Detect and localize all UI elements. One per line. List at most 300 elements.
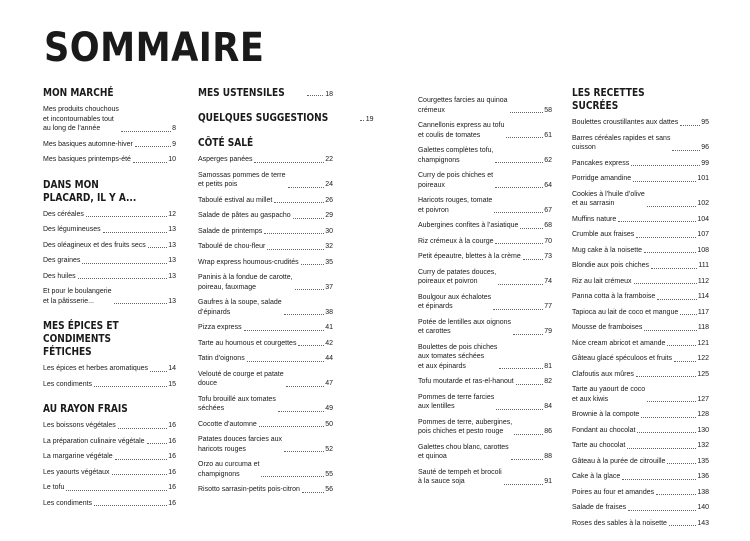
toc-entry[interactable] [572, 174, 709, 187]
dot-leader [514, 434, 543, 435]
entry-page-number: 10 [168, 156, 176, 163]
toc-entry[interactable] [43, 287, 176, 309]
toc-entry[interactable] [418, 343, 552, 375]
section-heading: DANS MON PLACARD, IL Y A... [43, 177, 137, 204]
entry-title: Panna cotta à la framboise [572, 293, 656, 300]
entry-title: Des huiles [43, 272, 76, 280]
entry-page-number: 107 [697, 231, 709, 238]
entry-title: Cocotte d’automne [198, 420, 257, 428]
entry-page-number: 16 [168, 468, 176, 476]
dot-leader [301, 264, 325, 265]
toc-entry[interactable] [198, 196, 333, 209]
dot-leader [94, 505, 167, 506]
toc-entry[interactable] [418, 96, 552, 118]
entry-page-number: 86 [544, 428, 552, 435]
toc-entry[interactable] [572, 134, 709, 156]
toc-entry-list [43, 421, 176, 511]
toc-column-4 [572, 86, 709, 541]
toc-entry[interactable] [572, 441, 709, 454]
toc-entry[interactable] [572, 354, 709, 367]
toc-entry[interactable] [572, 410, 709, 423]
entry-title: Velouté de courge et patate douce [198, 370, 284, 387]
entry-title: Galettes chou blanc, carottes et quinoa [418, 443, 509, 460]
dot-leader [103, 232, 168, 233]
entry-page-number: 74 [544, 278, 552, 285]
dot-leader [631, 165, 700, 166]
dot-leader [267, 249, 324, 250]
dot-leader [634, 283, 697, 284]
dot-leader [667, 463, 696, 464]
toc-entry[interactable] [572, 215, 709, 228]
toc-entry[interactable] [572, 159, 709, 172]
entry-title: Le tofu [43, 484, 65, 491]
dot-leader [135, 146, 171, 147]
entry-title: Aubergines confites à l’asiatique [418, 222, 519, 229]
toc-entry[interactable] [198, 395, 333, 417]
toc-entry[interactable] [43, 140, 176, 153]
entry-page-number: 117 [697, 308, 709, 316]
toc-entry-list [572, 118, 709, 531]
entry-page-number: 136 [697, 473, 709, 480]
toc-entry[interactable] [198, 323, 333, 336]
toc-entry[interactable] [198, 370, 333, 392]
toc-entry-list [418, 96, 552, 490]
dot-leader [360, 120, 364, 121]
dot-leader [112, 474, 168, 475]
dot-leader [295, 289, 325, 290]
section-heading-label: QUELQUES SUGGESTIONS [198, 111, 329, 124]
entry-title: Orzo au curcuma et champignons [198, 461, 260, 478]
dot-leader [495, 162, 543, 163]
dot-leader [78, 278, 168, 279]
toc-entry[interactable] [198, 435, 333, 457]
toc-entry[interactable] [418, 196, 552, 218]
toc-entry[interactable] [198, 258, 333, 271]
entry-page-number: 35 [325, 258, 333, 266]
toc-entry[interactable] [572, 261, 709, 274]
toc-entry[interactable] [418, 237, 552, 250]
entry-page-number: 38 [325, 308, 333, 316]
entry-page-number: 49 [325, 405, 333, 412]
toc-entry[interactable] [43, 421, 176, 434]
entry-title: Des oléagineux et des fruits secs [43, 241, 146, 249]
entry-title: Asperges panées [198, 156, 253, 163]
entry-page-number: 81 [544, 362, 552, 370]
toc-entry[interactable] [198, 298, 333, 320]
entry-title: Barres céréales rapides et sans cuisson [572, 134, 671, 151]
entry-page-number: 16 [168, 453, 176, 460]
dot-leader [628, 510, 696, 511]
dot-leader [86, 216, 167, 217]
entry-title: Blondie aux pois chiches [572, 262, 650, 269]
toc-entry-list [198, 155, 333, 498]
toc-entry[interactable] [43, 483, 176, 496]
entry-page-number: 56 [325, 486, 333, 493]
dot-leader [647, 206, 697, 207]
section-heading: AU RAYON FRAIS [43, 402, 128, 415]
toc-entry[interactable] [572, 488, 709, 501]
dot-leader [274, 202, 324, 203]
page-title: SOMMAIRE [44, 25, 265, 71]
toc-entry[interactable] [418, 171, 552, 193]
entry-title: Sauté de tempeh et brocoli à la sauce soja [418, 468, 502, 485]
entry-title: Galettes complètes tofu, champignons [418, 147, 494, 164]
toc-section [43, 402, 176, 511]
toc-entry[interactable] [43, 272, 176, 285]
dot-leader [118, 428, 167, 429]
dot-leader [510, 112, 544, 113]
toc-entry[interactable] [43, 155, 176, 168]
toc-entry[interactable] [418, 377, 552, 390]
entry-title: Roses des sables à la noisette [572, 519, 667, 527]
dot-leader [636, 237, 696, 238]
dot-leader [121, 131, 171, 132]
entry-page-number: 13 [168, 297, 176, 305]
toc-entry[interactable] [572, 308, 709, 321]
entry-page-number: 125 [697, 370, 709, 378]
dot-leader [498, 284, 543, 285]
dot-leader [633, 181, 696, 182]
dot-leader [506, 137, 543, 138]
entry-page-number: 130 [697, 426, 709, 434]
entry-title: Boulettes croustillantes aux dattes [572, 119, 679, 126]
entry-title: Riz crémeux à la courge [418, 237, 494, 245]
toc-entry[interactable] [572, 246, 709, 259]
dot-leader [672, 150, 700, 151]
entry-page-number: 26 [325, 196, 333, 204]
entry-page-number: 122 [697, 355, 709, 362]
toc-entry[interactable] [198, 242, 333, 255]
entry-title: Tofu moutarde et ras-el-hanout [418, 378, 514, 385]
entry-page-number: 15 [168, 380, 176, 388]
dot-leader [286, 386, 325, 387]
entry-title: Samossas pommes de terre et petits pois [198, 171, 286, 188]
entry-page-number: 29 [325, 212, 333, 219]
entry-page-number: 70 [544, 237, 552, 245]
toc-entry[interactable] [572, 519, 709, 532]
toc-entry-list [43, 210, 176, 310]
entry-page-number: 24 [325, 181, 333, 188]
dot-leader [647, 401, 696, 402]
toc-section [43, 86, 176, 168]
entry-title: Porridge amandine [572, 175, 632, 182]
entry-title: Des légumineuses [43, 226, 101, 233]
dot-leader [307, 95, 323, 96]
entry-title: Potée de lentilles aux oignons et carottes [418, 318, 512, 335]
entry-page-number: 30 [325, 227, 333, 235]
section-page-number: 19 [365, 116, 374, 123]
entry-title: Taboulé de chou-fleur [198, 243, 266, 250]
dot-leader [657, 299, 697, 300]
entry-page-number: 13 [168, 241, 176, 249]
entry-title: Cannellonis express au tofu et coulis de tomates [418, 122, 505, 139]
entry-page-number: 44 [325, 355, 333, 362]
toc-entry[interactable] [198, 420, 333, 433]
entry-title: Patates douces farcies aux haricots rouges [198, 436, 283, 453]
toc-entry[interactable] [418, 468, 552, 490]
dot-leader [644, 330, 696, 331]
entry-page-number: 8 [172, 125, 176, 132]
dot-leader [636, 376, 696, 377]
entry-page-number: 108 [697, 246, 709, 254]
toc-entry[interactable] [572, 385, 709, 407]
toc-entry[interactable] [572, 277, 709, 290]
entry-title: Curry de patates douces, poireaux et poivron [418, 268, 497, 285]
toc-entry[interactable] [572, 292, 709, 305]
dot-leader [94, 386, 167, 387]
toc-entry[interactable] [43, 380, 176, 393]
dot-leader [667, 345, 696, 346]
toc-entry[interactable] [198, 273, 333, 295]
entry-title: La margarine végétale [43, 453, 113, 460]
entry-title: Tofu brouillé aux tomates séchées [198, 395, 276, 412]
dot-leader [637, 432, 696, 433]
dot-leader [284, 314, 325, 315]
entry-title: Taboulé estival au millet [198, 196, 273, 204]
toc-entry[interactable] [198, 485, 333, 498]
toc-column-3 [418, 96, 552, 500]
dot-leader [494, 212, 543, 213]
toc-entry[interactable] [43, 437, 176, 450]
dot-leader [499, 368, 543, 369]
dot-leader [298, 345, 324, 346]
toc-entry[interactable] [43, 468, 176, 481]
entry-title: Tarte au chocolat [572, 442, 626, 449]
entry-page-number: 22 [325, 156, 333, 163]
toc-entry[interactable] [198, 339, 333, 352]
toc-entry[interactable] [572, 503, 709, 516]
toc-entry[interactable] [43, 499, 176, 512]
entry-title: Clafoutis aux mûres [572, 370, 634, 378]
toc-entry[interactable] [418, 393, 552, 415]
entry-page-number: 41 [325, 324, 333, 331]
toc-entry[interactable] [572, 230, 709, 243]
toc-entry[interactable] [572, 339, 709, 352]
toc-entry[interactable] [198, 155, 333, 168]
entry-page-number: 16 [168, 484, 176, 491]
entry-page-number: 82 [544, 378, 552, 385]
toc-entry[interactable] [418, 268, 552, 290]
dot-leader [147, 443, 168, 444]
toc-entry[interactable] [572, 457, 709, 470]
entry-title: Pizza express [198, 324, 242, 331]
toc-entry[interactable] [43, 105, 176, 137]
dot-leader [495, 187, 543, 188]
dot-leader [496, 409, 543, 410]
dot-leader [288, 187, 325, 188]
toc-entry[interactable] [572, 323, 709, 336]
dot-leader [618, 221, 696, 222]
toc-entry[interactable] [418, 318, 552, 340]
dot-leader [680, 314, 697, 315]
dot-leader [148, 247, 167, 248]
entry-title: Nice cream abricot et amande [572, 339, 666, 347]
toc-entry[interactable] [198, 460, 333, 482]
section-page-number: 18 [325, 91, 333, 98]
toc-section [418, 96, 552, 490]
toc-entry[interactable] [198, 354, 333, 367]
dot-leader [656, 494, 696, 495]
dot-leader [669, 525, 696, 526]
entry-title: La préparation culinaire végétale [43, 437, 145, 445]
toc-entry[interactable] [198, 211, 333, 224]
entry-title: Poires au four et amandes [572, 488, 655, 496]
entry-title: Fondant au chocolat [572, 426, 636, 434]
entry-title: Pancakes express [572, 159, 630, 167]
dot-leader [495, 243, 543, 244]
section-heading-label: MES USTENSILES [198, 86, 285, 99]
entry-title: Pommes de terre, aubergines, pois chiches et pesto rouge [418, 418, 513, 435]
toc-entry[interactable] [572, 118, 709, 131]
dot-leader [516, 384, 543, 385]
entry-title: Paninis à la fondue de carotte, poireau, fauxmage [198, 274, 293, 291]
dot-leader [674, 361, 696, 362]
entry-page-number: 68 [544, 222, 552, 229]
entry-title: Cookies à l’huile d’olive et au sarrasin [572, 190, 645, 207]
toc-entry[interactable] [572, 370, 709, 383]
toc-column-2 [198, 86, 374, 508]
entry-page-number: 16 [168, 437, 176, 445]
entry-page-number: 138 [697, 488, 709, 496]
entry-title: Salade de pâtes au gaspacho [198, 212, 291, 219]
dot-leader [513, 334, 543, 335]
entry-title: Les boissons végétales [43, 422, 116, 429]
toc-entry[interactable] [418, 443, 552, 465]
entry-title: Mug cake à la noisette [572, 246, 643, 254]
entry-page-number: 16 [168, 499, 176, 507]
section-heading: LES RECETTES SUCRÉES [572, 86, 645, 112]
entry-page-number: 99 [701, 159, 709, 167]
toc-section [198, 86, 333, 101]
dot-leader [150, 371, 167, 372]
dot-leader [302, 492, 324, 493]
toc-entry[interactable] [572, 190, 709, 212]
dot-leader [293, 218, 325, 219]
entry-page-number: 132 [697, 442, 709, 449]
entry-page-number: 101 [697, 175, 709, 182]
section-heading[interactable] [198, 111, 374, 126]
entry-page-number: 84 [544, 403, 552, 410]
toc-section [198, 111, 374, 126]
entry-page-number: 13 [168, 272, 176, 280]
entry-title: Et pour le boulangerie et la pâtisserie... [43, 288, 112, 305]
entry-title: Wrap express houmous-crudités [198, 258, 299, 266]
toc-section [572, 86, 709, 531]
dot-leader [114, 303, 168, 304]
entry-page-number: 140 [697, 504, 709, 511]
toc-entry[interactable] [43, 452, 176, 465]
entry-page-number: 111 [698, 262, 709, 269]
entry-page-number: 67 [544, 206, 552, 214]
entry-title: Curry de pois chiches et poireaux [418, 172, 494, 189]
entry-page-number: 42 [325, 339, 333, 347]
toc-entry[interactable] [198, 171, 333, 193]
entry-title: Tapioca au lait de coco et mangue [572, 308, 679, 316]
entry-page-number: 47 [325, 380, 333, 387]
dot-leader [284, 451, 324, 452]
entry-title: Boulettes de pois chiches aux tomates séchées et aux épinards [418, 343, 498, 370]
dot-leader [278, 411, 324, 412]
toc-entry[interactable] [418, 418, 552, 440]
dot-leader [511, 459, 544, 460]
dot-leader [493, 309, 543, 310]
toc-entry[interactable] [418, 221, 552, 234]
entry-page-number: 62 [544, 156, 552, 164]
entry-title: Les condiments [43, 380, 93, 388]
entry-title: Mes basiques printemps-été [43, 156, 131, 163]
entry-page-number: 79 [544, 328, 552, 335]
toc-column-1 [43, 86, 176, 521]
toc-entry[interactable] [418, 146, 552, 168]
toc-section [198, 136, 333, 498]
toc-entry[interactable] [43, 210, 176, 223]
toc-entry[interactable] [572, 472, 709, 485]
dot-leader [115, 459, 168, 460]
entry-title: Mes basiques automne-hiver [43, 140, 133, 148]
entry-page-number: 73 [544, 253, 552, 260]
toc-entry-list [43, 364, 176, 392]
entry-page-number: 121 [697, 339, 709, 347]
entry-page-number: 32 [325, 243, 333, 250]
entry-title: Mes produits chouchous et incontournables tout au long de l’année [43, 106, 119, 132]
toc-entry[interactable] [43, 364, 176, 377]
toc-entry[interactable] [418, 293, 552, 315]
entry-title: Brownie à la compote [572, 411, 640, 418]
dot-leader [651, 268, 697, 269]
toc-entry[interactable] [418, 121, 552, 143]
entry-title: Tatin d’oignons [198, 355, 245, 362]
entry-page-number: 88 [544, 453, 552, 460]
toc-entry[interactable] [418, 252, 552, 265]
entry-title: Courgettes farcies au quinoa crémeux [418, 97, 508, 114]
entry-title: Mousse de framboises [572, 324, 643, 331]
toc-section [43, 319, 176, 392]
entry-page-number: 13 [168, 257, 176, 264]
entry-page-number: 102 [697, 200, 709, 207]
dot-leader [133, 162, 167, 163]
entry-title: Les épices et herbes aromatiques [43, 365, 149, 372]
entry-title: Riz au lait crémeux [572, 277, 632, 285]
dot-leader [641, 417, 696, 418]
dot-leader [504, 484, 544, 485]
entry-title: Salade de printemps [198, 227, 263, 235]
toc-entry[interactable] [198, 227, 333, 240]
dot-leader [259, 426, 324, 427]
dot-leader [520, 228, 543, 229]
toc-entry[interactable] [43, 256, 176, 269]
entry-title: Haricots rouges, tomate et poivron [418, 197, 493, 214]
toc-entry[interactable] [43, 241, 176, 254]
section-heading[interactable] [198, 86, 333, 101]
entry-page-number: 118 [697, 324, 709, 331]
dot-leader [627, 448, 696, 449]
entry-title: Gaufres à la soupe, salade d’épinards [198, 299, 282, 316]
entry-page-number: 64 [544, 181, 552, 189]
dot-leader [264, 233, 324, 234]
entry-page-number: 16 [168, 422, 176, 429]
toc-entry[interactable] [572, 426, 709, 439]
entry-page-number: 13 [168, 226, 176, 233]
entry-title: Salade de fraises [572, 504, 627, 511]
entry-page-number: 96 [701, 144, 709, 151]
dot-leader [523, 259, 543, 260]
entry-title: Petit épeautre, blettes à la crème [418, 253, 521, 260]
entry-page-number: 91 [544, 478, 552, 485]
dot-leader [680, 125, 700, 126]
entry-title: Gâteau glacé spéculoos et fruits [572, 355, 673, 362]
toc-entry[interactable] [43, 225, 176, 238]
entry-page-number: 143 [697, 519, 709, 527]
